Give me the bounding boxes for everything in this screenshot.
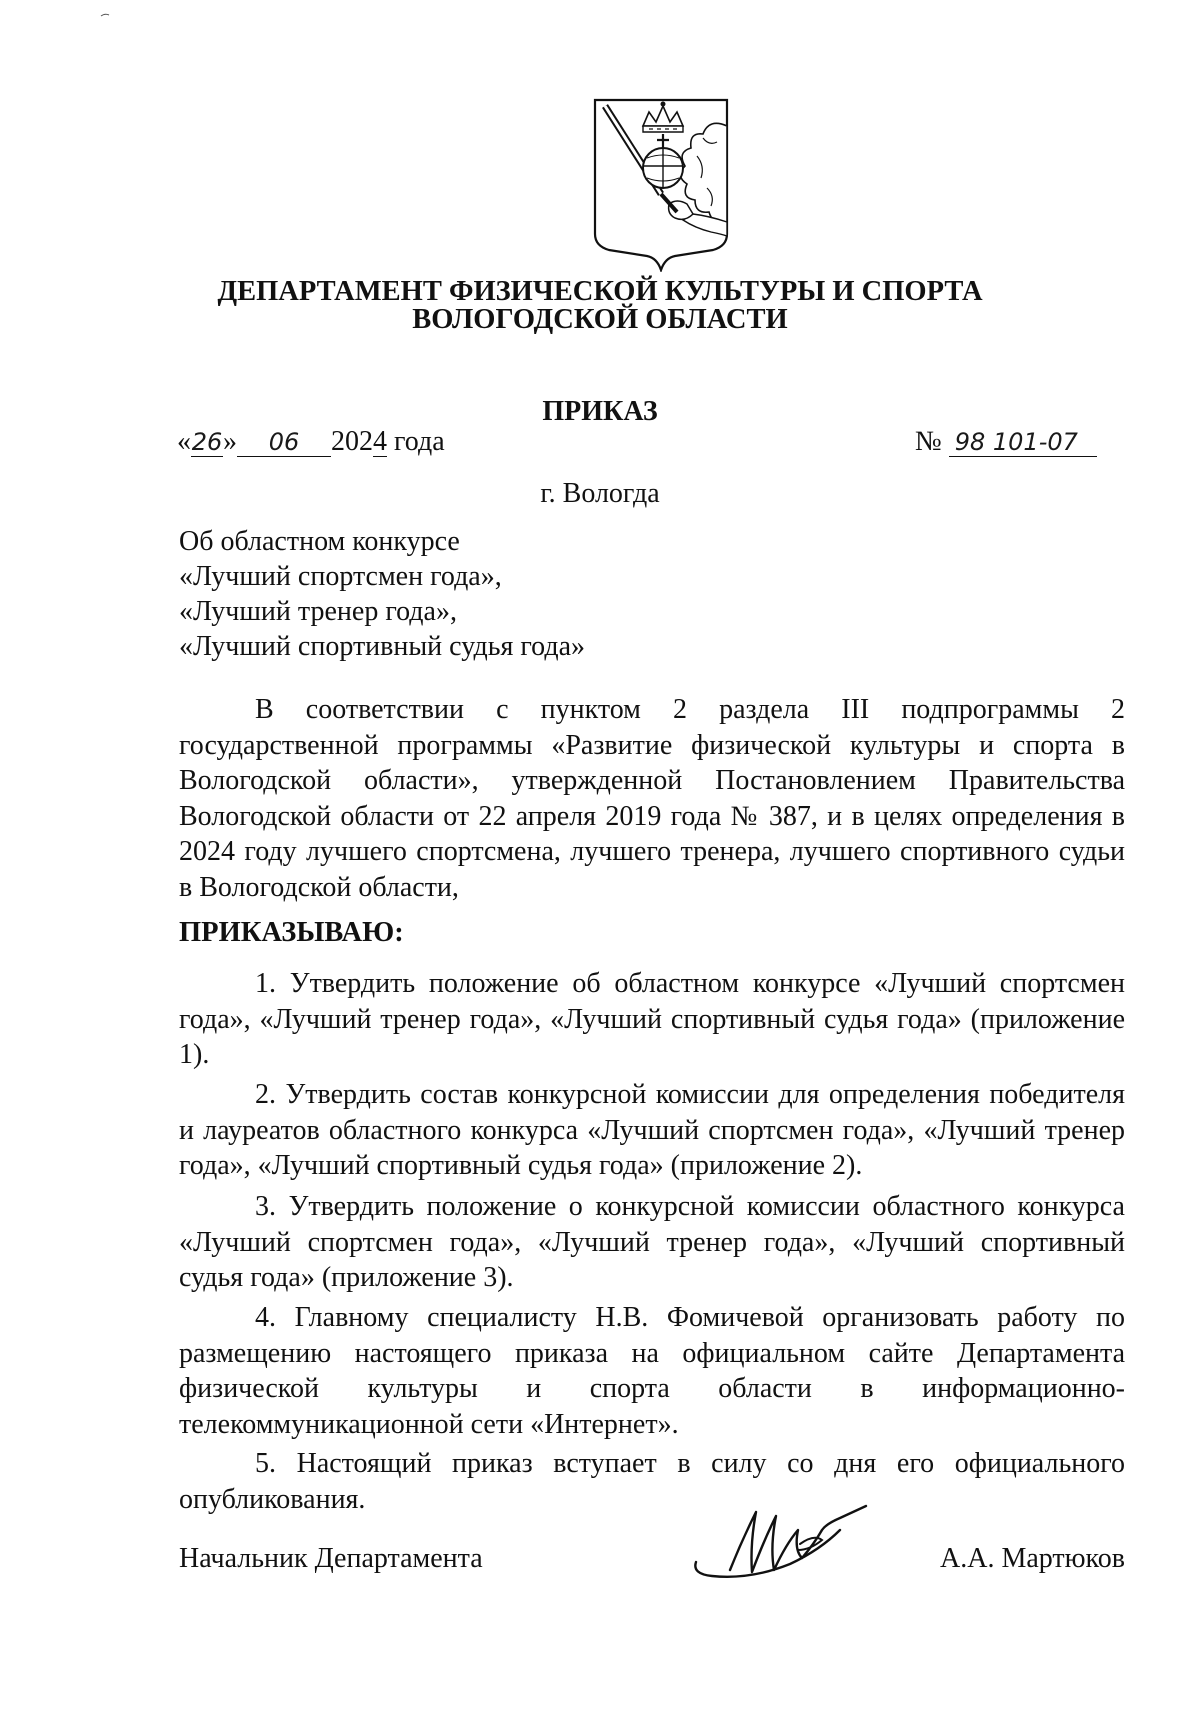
handwritten-signature bbox=[690, 1500, 870, 1585]
subject-line: «Лучший спортивный судья года» bbox=[179, 631, 586, 662]
order-date bbox=[177, 426, 445, 458]
subject-line: «Лучший тренер года», bbox=[179, 596, 457, 627]
order-item-1: 1. Утвердить положение об областном конкурсе «Лучший спортсмен года», «Лучший тренер года», «Лучший спортивный судья года» (приложение 1). bbox=[179, 968, 1125, 1070]
date-close-quote: » bbox=[223, 426, 237, 457]
number-label: № bbox=[915, 426, 942, 457]
subject-line: «Лучший спортсмен года», bbox=[179, 561, 502, 592]
department-name-line1: ДЕПАРТАМЕНТ ФИЗИЧЕСКОЙ КУЛЬТУРЫ И СПОРТА bbox=[217, 276, 983, 307]
date-year-prefix: 202 bbox=[331, 426, 373, 457]
order-item-2: 2. Утвердить состав конкурсной комиссии для определения победителя и лауреатов областного конкурса «Лучший спортсмен года», «Лучший тренер года», «Лучший спортивный судья года» (приложение 2). bbox=[179, 1079, 1125, 1181]
order-item-4: 4. Главному специалисту Н.В. Фомичевой организовать работу по размещению настоящего приказа на официальном сайте Департамента физической культуры и спорта области в информационно-телекоммуникационной сети «Интернет». bbox=[179, 1302, 1125, 1440]
subject-line: Об областном конкурсе bbox=[179, 526, 460, 557]
number-value: 98 101-07 bbox=[949, 428, 1097, 457]
document-type-title: ПРИКАЗ bbox=[542, 396, 658, 427]
subject-block bbox=[179, 524, 585, 664]
department-name-line2: ВОЛОГОДСКОЙ ОБЛАСТИ bbox=[412, 304, 788, 335]
order-item-3: 3. Утвердить положение о конкурсной комиссии областного конкурса «Лучший спортсмен года», «Лучший тренер года», «Лучший спортивный судья года» (приложение 3). bbox=[179, 1191, 1125, 1293]
signatory-name: А.А. Мартюков bbox=[940, 1543, 1125, 1574]
order-item-5: 5. Настоящий приказ вступает в силу со дня его официального опубликования. bbox=[179, 1448, 1125, 1515]
preamble-paragraph: В соответствии с пунктом 2 раздела III подпрограммы 2 государственной программы «Развитие физической культуры и спорта в Вологодской области», утвержденной Постановлением Правительства Вологодской области от 22 апреля 2019 года № 387, и в целях определения в 2024 году лучшего спортсмена, лучшего тренера, лучшего спортивного судьи в Вологодской области, bbox=[179, 694, 1125, 903]
city: г. Вологда bbox=[540, 478, 660, 509]
coat-of-arms-emblem bbox=[591, 96, 731, 272]
date-day: 26 bbox=[191, 428, 223, 456]
date-month: 06 bbox=[237, 428, 331, 457]
date-open-quote: « bbox=[177, 426, 191, 457]
date-year-word: года bbox=[394, 426, 445, 457]
order-word: ПРИКАЗЫВАЮ: bbox=[179, 917, 404, 948]
scan-mark bbox=[100, 12, 110, 18]
order-number bbox=[915, 426, 1097, 458]
date-year-suffix: 4 bbox=[373, 426, 387, 457]
signatory-position: Начальник Департамента bbox=[179, 1543, 483, 1574]
